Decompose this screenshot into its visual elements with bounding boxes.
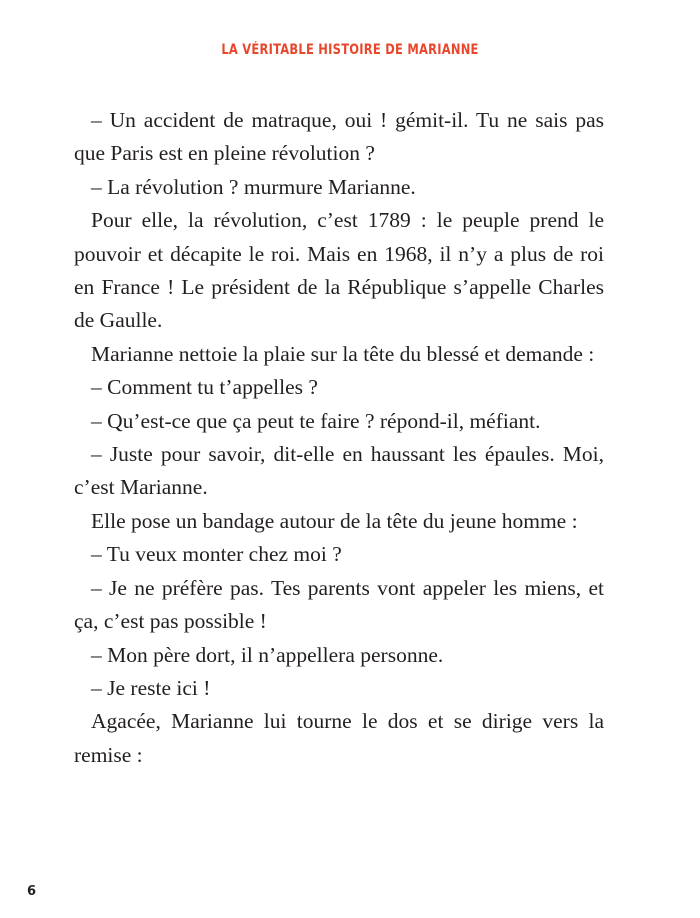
paragraph: – Juste pour savoir, dit-elle en haussant les épaules. Moi, c’est Marianne.	[74, 442, 604, 500]
paragraph: – Comment tu t’appelles ?	[91, 375, 318, 400]
page-number: 6	[27, 884, 37, 899]
paragraph: – Tu veux monter chez moi ?	[91, 542, 342, 567]
paragraph: Agacée, Marianne lui tourne le dos et se dirige vers la remise :	[74, 709, 604, 767]
body-text	[74, 104, 604, 772]
paragraph: Marianne nettoie la plaie sur la tête du blessé et demande :	[91, 341, 595, 366]
paragraph: – Qu’est-ce que ça peut te faire ? répond-il, méfiant.	[91, 408, 541, 433]
paragraph: – Je ne préfère pas. Tes parents vont appeler les miens, et ça, c’est pas possible !	[74, 575, 604, 634]
paragraph: – Un accident de matraque, oui ! gémit-il. Tu ne sais pas que Paris est en pleine révolution ?	[74, 108, 604, 166]
paragraph: – La révolution ? murmure Marianne.	[91, 174, 416, 199]
paragraph: Pour elle, la révolution, c’est 1789 : le peuple prend le pouvoir et décapite le roi. Mais en 1968, il n’y a plus de roi en France ! Le président de la République s’appelle Charles de Gaulle.	[74, 208, 604, 333]
paragraph: Elle pose un bandage autour de la tête du jeune homme :	[91, 508, 578, 533]
paragraph: – Je reste ici !	[91, 675, 211, 700]
running-title: LA VÉRITABLE HISTOIRE DE MARIANNE	[221, 42, 479, 58]
paragraph: – Mon père dort, il n’appellera personne.	[91, 642, 444, 667]
